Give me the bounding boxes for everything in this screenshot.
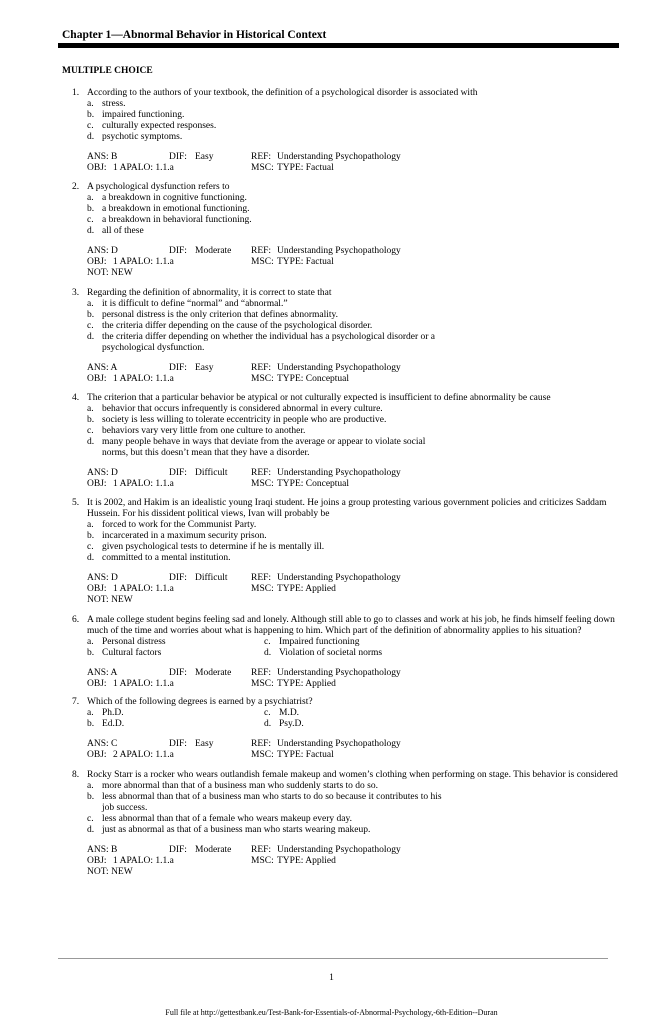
reference [251,363,401,374]
objective-label: OBJ: [87,163,107,173]
option-text: job success. [102,803,148,813]
difficulty-label: DIF: [169,363,187,373]
question-number: 6. [72,615,80,625]
option-text: the criteria differ depending on whether the individual has a psychological disorder or a [102,332,436,342]
answer-option [87,814,622,825]
option-text: impaired functioning. [102,110,185,120]
option-letter: b. [87,110,95,120]
metadata-row [87,257,622,268]
metadata-row [87,668,622,679]
option-text: committed to a mental institution. [102,553,231,563]
msc [251,584,336,595]
option-text: it is difficult to define “normal” and “abnormal.” [102,299,288,309]
answer-option [87,321,622,332]
reference-value: Understanding Psychopathology [277,668,401,678]
question-stem: According to the authors of your textbook, the definition of a psychological disorder is associated with [87,88,478,98]
reference-label: REF: [251,363,272,373]
reference-label: REF: [251,152,272,162]
answer-key: ANS: B [87,845,118,855]
reference-label: REF: [251,739,272,749]
metadata-row [87,750,622,761]
option-letter: a. [87,193,94,203]
option-letter: d. [87,332,95,342]
msc [251,257,334,268]
option-text: Violation of societal norms [279,648,383,658]
difficulty [169,668,251,679]
question-stem: Hussein. For his dissident political views, Ivan will probably be [87,509,330,519]
option-letter: d. [264,648,272,658]
answer-key: ANS: D [87,573,118,583]
difficulty [169,363,251,374]
answer-option [87,520,622,531]
objective-value: 1 APALO: 1.1.a [113,374,174,384]
question-5 [72,498,622,606]
option-letter: d. [87,553,95,563]
msc [251,679,336,690]
objective [87,584,251,595]
answer-key: ANS: A [87,668,118,678]
question-number: 3. [72,288,80,298]
option-letter: a. [87,99,94,109]
option-text: Ph.D. [102,708,124,718]
objective [87,479,251,490]
metadata-row [87,856,622,867]
difficulty [169,246,251,257]
answer-option [87,437,622,459]
option-text: Cultural factors [102,648,162,658]
option-letter: d. [87,132,95,142]
msc-label: MSC: [251,163,274,173]
difficulty-label: DIF: [169,739,187,749]
objective-label: OBJ: [87,679,107,689]
objective-label: OBJ: [87,257,107,267]
answer-key: ANS: A [87,363,118,373]
objective-label: OBJ: [87,374,107,384]
difficulty-value: Easy [195,363,214,373]
option-letter: a. [87,520,94,530]
difficulty-label: DIF: [169,573,187,583]
msc-label: MSC: [251,374,274,384]
answer-option [264,708,441,719]
objective-value: 1 APALO: 1.1.a [113,479,174,489]
option-letter: c. [264,637,271,647]
option-text: Impaired functioning [279,637,360,647]
question-number: 2. [72,182,80,192]
reference-label: REF: [251,668,272,678]
answer-option [87,648,264,659]
answer-option-row [87,719,622,730]
msc [251,479,349,490]
option-letter: a. [87,404,94,414]
option-text: society is less willing to tolerate eccentricity in people who are productive. [102,415,387,425]
metadata-row [87,163,622,174]
chapter-title: Chapter 1—Abnormal Behavior in Historical Context [62,29,327,41]
answer-metadata [87,573,622,606]
reference [251,573,401,584]
option-text: Ed.D. [102,719,125,729]
answer-option-row [87,637,622,648]
msc [251,750,334,761]
reference-value: Understanding Psychopathology [277,845,401,855]
option-text: psychotic symptoms. [102,132,183,142]
difficulty-label: DIF: [169,152,187,162]
option-text: norms, but this doesn’t mean that they have a disorder. [102,448,310,458]
question-1 [72,88,622,174]
answer-option [87,310,622,321]
objective-value: 1 APALO: 1.1.a [113,584,174,594]
reference-value: Understanding Psychopathology [277,739,401,749]
question-7 [72,697,622,761]
option-letter: b. [87,310,95,320]
reference-label: REF: [251,246,272,256]
question-number: 8. [72,770,80,780]
option-text: Psy.D. [279,719,304,729]
reference [251,246,401,257]
answer-option [87,132,622,143]
question-6 [72,615,622,690]
not-tag: NOT: NEW [87,595,133,605]
option-letter: c. [87,542,94,552]
metadata-row [87,246,622,257]
answer-metadata [87,246,622,279]
objective [87,374,251,385]
option-letter: b. [87,204,95,214]
option-text: M.D. [279,708,300,718]
difficulty [169,845,251,856]
objective-label: OBJ: [87,750,107,760]
msc [251,374,349,385]
msc [251,163,334,174]
option-text: just as abnormal as that of a business man who starts wearing makeup. [102,825,371,835]
option-text: the criteria differ depending on the cause of the psychological disorder. [102,321,373,331]
answer-option [264,719,441,730]
option-text: a breakdown in emotional functioning. [102,204,250,214]
objective-label: OBJ: [87,584,107,594]
reference-value: Understanding Psychopathology [277,363,401,373]
msc-value: TYPE: Applied [277,679,336,689]
msc-value: TYPE: Factual [277,257,334,267]
answer-option [87,299,622,310]
option-letter: a. [87,708,94,718]
answer-metadata [87,363,622,385]
objective [87,163,251,174]
option-text: behavior that occurs infrequently is considered abnormal in every culture. [102,404,383,414]
option-letter: b. [87,719,95,729]
answer-metadata [87,468,622,490]
question-stem: The criterion that a particular behavior be atypical or not culturally expected is insufficient to define abnormality be cause [87,393,551,403]
difficulty-value: Moderate [195,246,232,256]
objective [87,750,251,761]
answer-key: ANS: C [87,739,118,749]
question-stem: A psychological dysfunction refers to [87,182,230,192]
reference [251,845,401,856]
difficulty-label: DIF: [169,668,187,678]
option-text: given psychological tests to determine if he is mentally ill. [102,542,325,552]
option-text: culturally expected responses. [102,121,217,131]
section-heading: MULTIPLE CHOICE [62,66,153,76]
answer-option [87,121,622,132]
reference [251,739,401,750]
option-text: all of these [102,226,144,236]
msc-value: TYPE: Factual [277,750,334,760]
answer-key: ANS: D [87,246,118,256]
msc-label: MSC: [251,257,274,267]
title-rule [58,43,619,48]
question-8 [72,770,622,878]
answer-option [87,204,622,215]
not-tag: NOT: NEW [87,867,133,877]
answer-option [87,215,622,226]
option-letter: a. [87,299,94,309]
page-number: 1 [329,973,334,983]
objective-value: 1 APALO: 1.1.a [113,679,174,689]
option-letter: d. [87,437,95,447]
answer-option [87,531,622,542]
msc-label: MSC: [251,584,274,594]
answer-option [87,99,622,110]
option-text: many people behave in ways that deviate from the average or appear to violate social [102,437,426,447]
answer-option [87,193,622,204]
option-letter: d. [87,825,95,835]
question-stem: much of the time and worries about what is happening to him. Which part of the definition of abnormality applies to his situation? [87,626,582,636]
objective-value: 2 APALO: 1.1.a [113,750,174,760]
answer-option [87,825,622,836]
question-stem: Rocky Starr is a rocker who wears outlandish female makeup and women’s clothing when performing on stage. This behavior is considered [87,770,618,780]
answer-option [264,648,441,659]
question-3 [72,288,622,385]
answer-metadata [87,668,622,690]
answer-option [264,637,441,648]
question-stem: A male college student begins feeling sad and lonely. Although still able to go to classes and work at his job, he finds himself feeling down [87,615,615,625]
option-letter: c. [87,215,94,225]
msc-label: MSC: [251,856,274,866]
question-2 [72,182,622,279]
option-text: less abnormal than that of a business man who starts to do so because it contributes to his [102,792,442,802]
msc-value: TYPE: Conceptual [277,479,350,489]
metadata-row [87,363,622,374]
metadata-row [87,845,622,856]
option-text: behaviors vary very little from one culture to another. [102,426,306,436]
objective [87,257,251,268]
objective-value: 1 APALO: 1.1.a [113,257,174,267]
question-number: 4. [72,393,80,403]
difficulty-label: DIF: [169,468,187,478]
metadata-row [87,374,622,385]
difficulty-label: DIF: [169,246,187,256]
option-text: Personal distress [102,637,166,647]
msc-value: TYPE: Conceptual [277,374,350,384]
option-letter: a. [87,781,94,791]
option-letter: d. [264,719,272,729]
difficulty [169,739,251,750]
reference [251,152,401,163]
answer-option [87,781,622,792]
option-text: psychological dysfunction. [102,343,205,353]
footer-rule [58,958,608,959]
metadata-row [87,573,622,584]
answer-option [87,404,622,415]
option-text: more abnormal than that of a business man who suddenly starts to do so. [102,781,378,791]
difficulty [169,152,251,163]
objective [87,856,251,867]
answer-option [87,415,622,426]
metadata-row [87,739,622,750]
option-letter: c. [264,708,271,718]
answer-key: ANS: B [87,152,118,162]
difficulty-value: Easy [195,739,214,749]
answer-option [87,426,622,437]
answer-metadata [87,845,622,878]
option-letter: a. [87,637,94,647]
metadata-row [87,679,622,690]
msc-label: MSC: [251,750,274,760]
objective-label: OBJ: [87,479,107,489]
question-number: 1. [72,88,80,98]
option-letter: c. [87,426,94,436]
option-letter: c. [87,121,94,131]
difficulty-value: Easy [195,152,214,162]
question-number: 7. [72,697,80,707]
msc [251,856,336,867]
msc-label: MSC: [251,679,274,689]
option-text: personal distress is the only criterion that defines abnormality. [102,310,339,320]
msc-value: TYPE: Applied [277,856,336,866]
objective-label: OBJ: [87,856,107,866]
objective-value: 1 APALO: 1.1.a [113,856,174,866]
difficulty-value: Moderate [195,845,232,855]
option-letter: d. [87,226,95,236]
metadata-row [87,479,622,490]
reference-value: Understanding Psychopathology [277,573,401,583]
difficulty-value: Difficult [195,573,228,583]
question-stem: Which of the following degrees is earned by a psychiatrist? [87,697,313,707]
msc-value: TYPE: Factual [277,163,334,173]
option-text: a breakdown in behavioral functioning. [102,215,252,225]
answer-option [87,110,622,121]
answer-option [87,542,622,553]
reference [251,468,401,479]
msc-value: TYPE: Applied [277,584,336,594]
answer-option-row [87,648,622,659]
option-letter: b. [87,792,95,802]
reference-label: REF: [251,468,272,478]
reference-label: REF: [251,845,272,855]
answer-option-row [87,708,622,719]
answer-metadata [87,739,622,761]
metadata-row [87,468,622,479]
answer-option [87,708,264,719]
reference-value: Understanding Psychopathology [277,152,401,162]
option-letter: b. [87,415,95,425]
option-text: stress. [102,99,126,109]
answer-option [87,226,622,237]
msc-label: MSC: [251,479,274,489]
question-stem: Regarding the definition of abnormality, it is correct to state that [87,288,332,298]
difficulty [169,573,251,584]
reference [251,668,401,679]
answer-option [87,792,622,814]
metadata-row [87,584,622,595]
reference-value: Understanding Psychopathology [277,246,401,256]
not-tag: NOT: NEW [87,268,133,278]
question-4 [72,393,622,490]
option-letter: c. [87,814,94,824]
answer-metadata [87,152,622,174]
option-text: incarcerated in a maximum security prison. [102,531,267,541]
reference-label: REF: [251,573,272,583]
option-letter: b. [87,648,95,658]
objective [87,679,251,690]
option-text: a breakdown in cognitive functioning. [102,193,247,203]
answer-option [87,719,264,730]
option-text: forced to work for the Communist Party. [102,520,257,530]
difficulty [169,468,251,479]
option-letter: c. [87,321,94,331]
answer-option [87,637,264,648]
question-number: 5. [72,498,80,508]
full-file-link[interactable]: Full file at http://gettestbank.eu/Test-Bank-for-Essentials-of-Abnormal-Psychology,-6th-Edition--Duran [165,1008,498,1017]
objective-value: 1 APALO: 1.1.a [113,163,174,173]
answer-option [87,553,622,564]
option-letter: b. [87,531,95,541]
difficulty-value: Moderate [195,668,232,678]
answer-option [87,332,622,354]
metadata-row [87,152,622,163]
question-stem: It is 2002, and Hakim is an idealistic young Iraqi student. He joins a group protesting various government policies and criticizes Saddam [87,498,607,508]
difficulty-label: DIF: [169,845,187,855]
difficulty-value: Difficult [195,468,228,478]
answer-key: ANS: D [87,468,118,478]
option-text: less abnormal than that of a female who wears makeup every day. [102,814,352,824]
reference-value: Understanding Psychopathology [277,468,401,478]
